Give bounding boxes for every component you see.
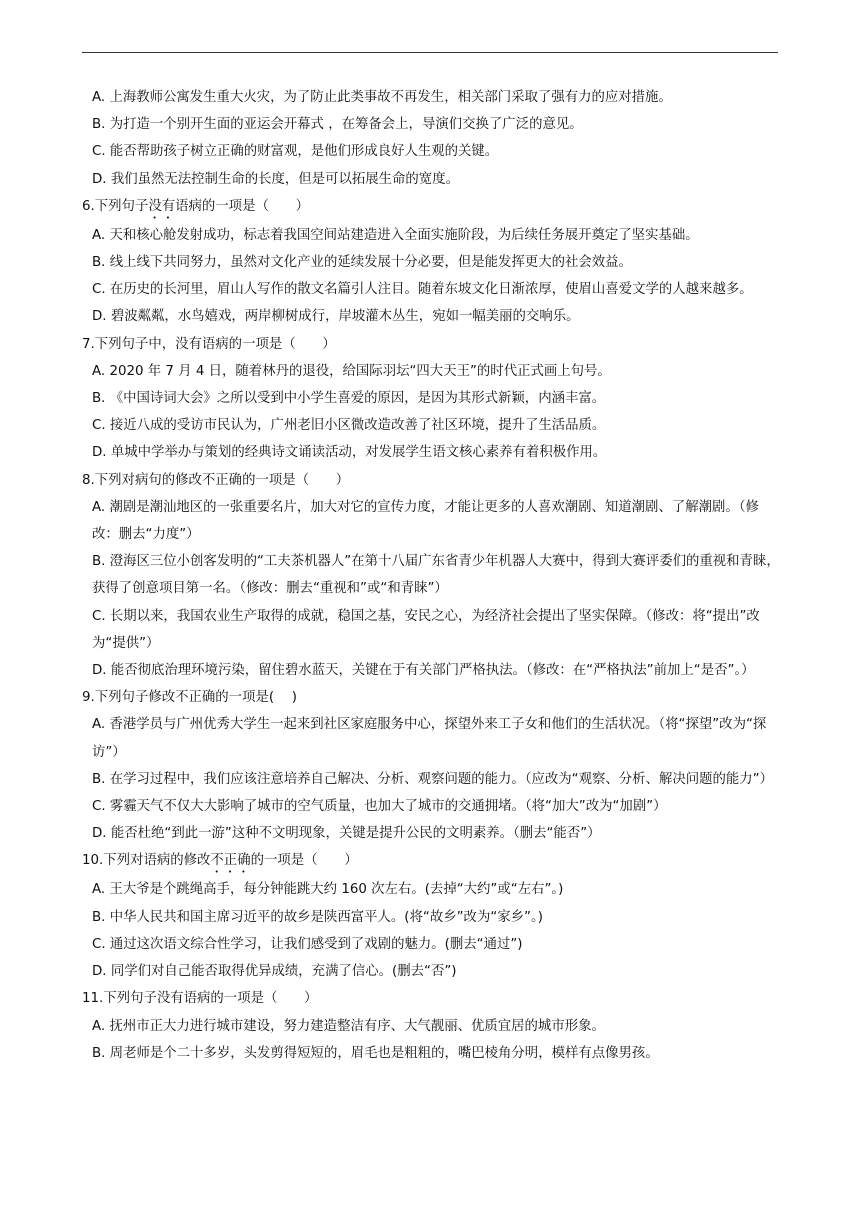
q10-option-c: C. 通过这次语文综合性学习，让我们感受到了戏剧的魅力。(删去“通过”) [92, 936, 523, 952]
q8-option-a: A. 潮剧是潮汕地区的一张重要名片，加大对它的宣传力度，才能让更多的人喜欢潮剧、知道潮剧、了解潮剧。（修改：删去“力度”） [92, 499, 759, 543]
q10-option-b: B. 中华人民共和国主席习近平的故乡是陕西富平人。(将“故乡”改为“家乡”。) [92, 909, 543, 925]
q7-option-a: A. 2020 年 7 月 4 日，随着林丹的退役，给国际羽坛“四大天王”的时代正式画上句号。 [92, 363, 611, 379]
q10-text-post: 的一项是（ ） [250, 853, 358, 869]
question-9: 9.下列句子修改不正确的一项是( ) [82, 690, 297, 706]
q9-option-b: B. 在学习过程中，我们应该注意培养自己解决、分析、观察问题的能力。（应改为“观察、分析、解决问题的能力”） [92, 771, 774, 787]
header-rule [82, 52, 778, 53]
q11-option-b: B. 周老师是个二十多岁，头发剪得短短的，眉毛也是粗粗的，嘴巴棱角分明，模样有点像男孩。 [92, 1045, 659, 1061]
q9-option-a: A. 香港学员与广州优秀大学生一起来到社区家庭服务中心，探望外来工子女和他们的生活状况。（将“探望”改为“探访”） [92, 717, 767, 760]
q8-option-c: C. 长期以来，我国农业生产取得的成就，稳国之基，安民之心，为经济社会提出了坚实保障。（修改：将“提出”改为“提供”） [92, 608, 760, 651]
q6-text-post: 语病的一项是（ ） [175, 198, 310, 214]
q6-option-b: B. 线上线下共同努力，虽然对文化产业的延续发展十分必要，但是能发挥更大的社会效益。 [92, 255, 632, 271]
q10-option-a: A. 王大爷是个跳绳高手，每分钟能跳大约 160 次左右。(去掉“大约”或“左右”。) [92, 882, 564, 898]
question-8: 8.下列对病句的修改不正确的一项是（ ） [82, 472, 350, 488]
q5-option-b: B. 为打造一个别开生面的亚运会开幕式 ，在筹备会上，导演们交换了广泛的意见。 [92, 117, 583, 133]
q6-text-pre: 6.下列句子 [82, 198, 149, 214]
q10-emphasis: 不正确 [210, 853, 251, 869]
q6-option-c: C. 在历史的长河里，眉山人写作的散文名篇引人注目。随着东坡文化日渐浓厚，使眉山喜爱文学的人越来越多。 [92, 282, 753, 298]
q5-option-d: D. 我们虽然无法控制生命的长度，但是可以拓展生命的宽度。 [92, 171, 459, 187]
q8-option-b: B. 澄海区三位小创客发明的“工夫茶机器人”在第十八届广东省青少年机器人大赛中，得到大赛评委们的重视和青睐，获得了创意项目第一名。（修改：删去“重视和”或“和青睐”） [92, 554, 780, 597]
q8-option-d: D. 能否彻底治理环境污染，留住碧水蓝天，关键在于有关部门严格执法。（修改：在“严格执法”前加上“是否”。） [92, 663, 755, 679]
q7-option-c: C. 接近八成的受访市民认为，广州老旧小区微改造改善了社区环境，提升了生活品质。 [92, 418, 606, 434]
q6-option-d: D. 碧波粼粼，水鸟嬉戏，两岸柳树成行，岸坡灌木丛生，宛如一幅美丽的交响乐。 [92, 309, 580, 325]
question-11: 11.下列句子没有语病的一项是（ ） [82, 991, 318, 1007]
q11-option-a: A. 抚州市正大力进行城市建设，努力建造整洁有序、大气靓丽、优质宜居的城市形象。 [92, 1018, 605, 1034]
document-body [82, 84, 782, 1067]
q7-option-b: B. 《中国诗词大会》之所以受到中小学生喜爱的原因，是因为其形式新颖，内涵丰富。 [92, 391, 606, 407]
q6-emphasis: 没有 [148, 198, 176, 214]
q10-text-pre: 10.下列对语病的修改 [82, 853, 211, 869]
q9-option-c: C. 雾霾天气不仅大大影响了城市的空气质量，也加大了城市的交通拥堵。（将“加大”改为“加剧”） [92, 799, 667, 815]
question-7: 7.下列句子中，没有语病的一项是（ ） [82, 336, 336, 352]
q7-option-d: D. 单城中学举办与策划的经典诗文诵读活动，对发展学生语文核心素养有着积极作用。 [92, 445, 607, 461]
question-10 [82, 847, 782, 876]
question-6 [82, 193, 782, 222]
q9-option-d: D. 能否杜绝“到此一游”这种不文明现象，关键是提升公民的文明素养。（删去“能否”） [92, 826, 601, 842]
q5-option-c: C. 能否帮助孩子树立正确的财富观，是他们形成良好人生观的关键。 [92, 144, 499, 160]
q6-option-a: A. 天和核心舱发射成功，标志着我国空间站建造进入全面实施阶段，为后续任务展开奠定了坚实基础。 [92, 227, 699, 243]
q5-option-a: A. 上海教师公寓发生重大火灾，为了防止此类事故不再发生，相关部门采取了强有力的应对措施。 [92, 90, 672, 105]
q10-option-d: D. 同学们对自己能否取得优异成绩，充满了信心。(删去“否”) [92, 964, 457, 980]
